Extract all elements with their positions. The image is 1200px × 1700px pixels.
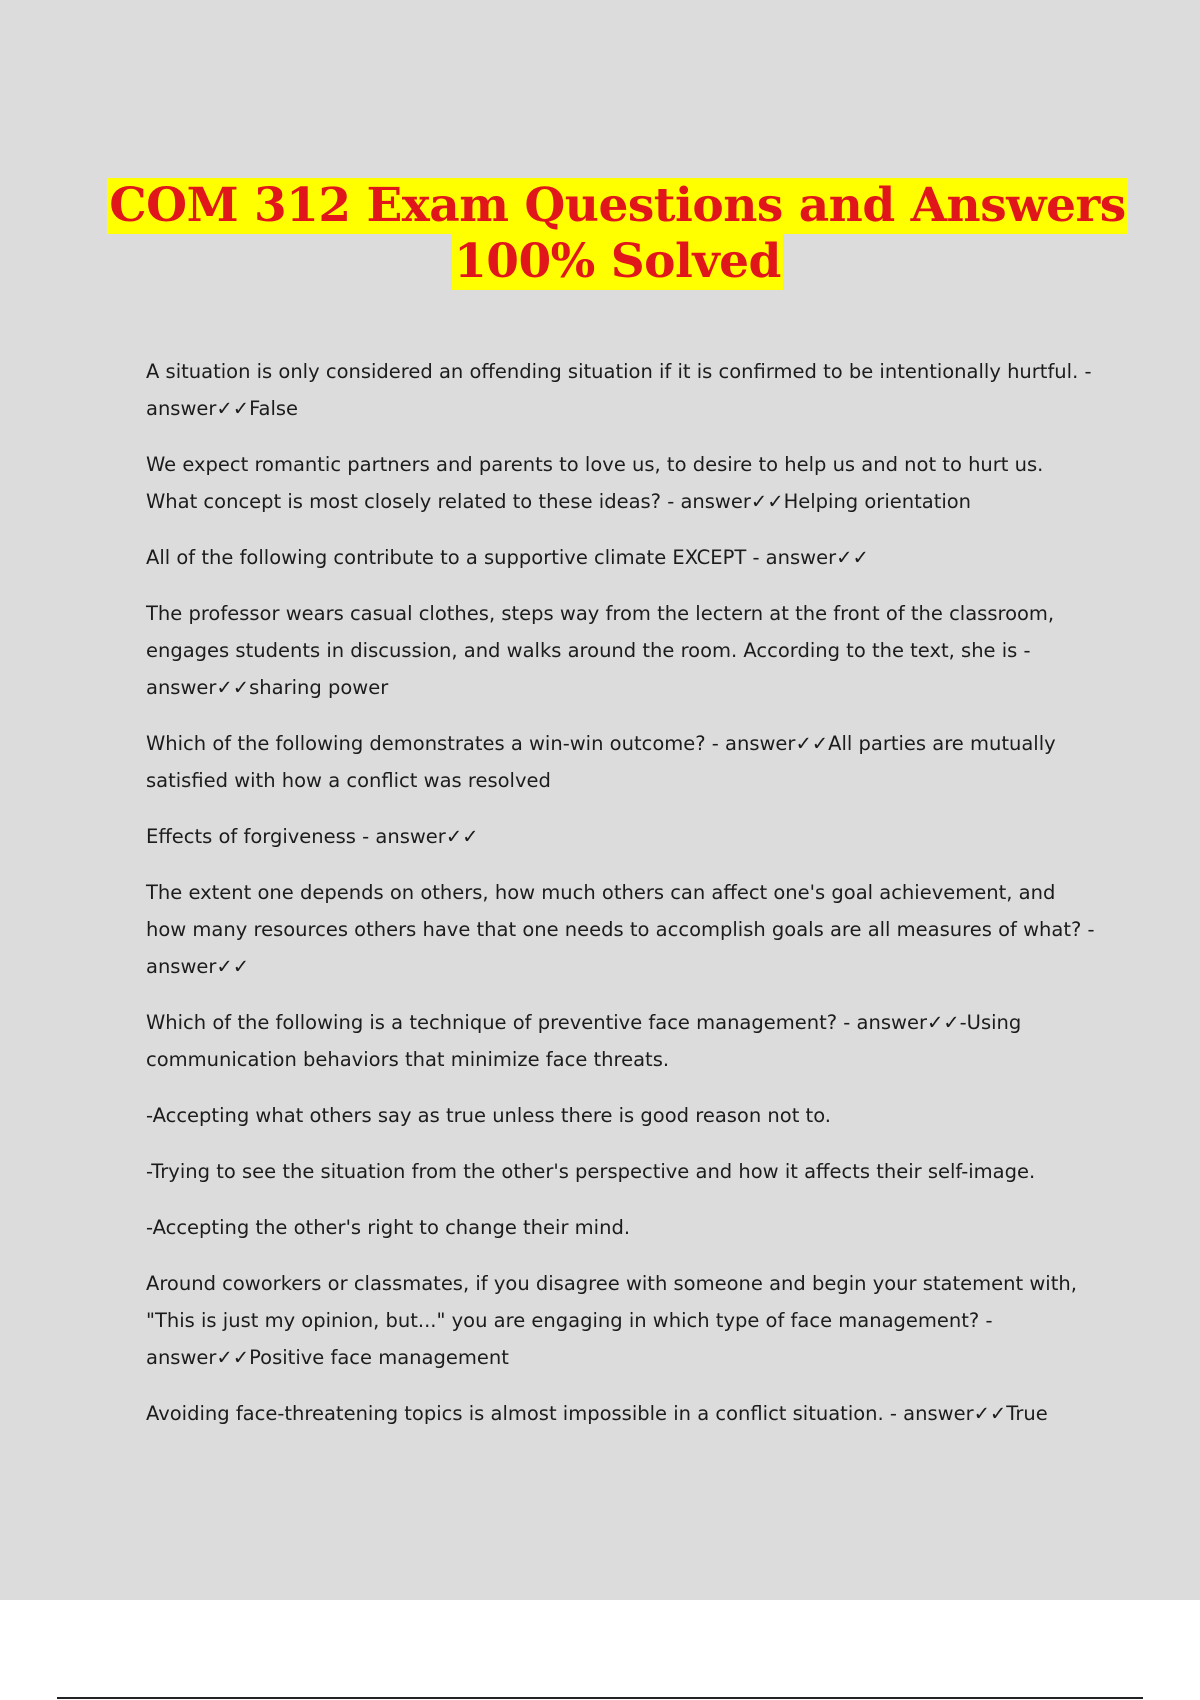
qa-item: -Accepting what others say as true unless there is good reason not to. xyxy=(146,1104,831,1127)
qa-item: We expect romantic partners and parents to love us, to desire to help us and not to hurt us. What concept is most closely related to these ideas? - answer✓✓Helping orientation xyxy=(146,453,1044,513)
title-line-2: 100% Solved xyxy=(454,234,781,289)
qa-item: The professor wears casual clothes, steps way from the lectern at the front of the classroom, engages students in discussion, and walks around the room. According to the text, she is - answer✓✓sharing power xyxy=(146,602,1055,699)
qa-item: All of the following contribute to a supportive climate EXCEPT - answer✓✓ xyxy=(146,546,869,569)
qa-item: Around coworkers or classmates, if you disagree with someone and begin your statement with, "This is just my opinion, but..." you are engaging in which type of face management? - answer✓✓Positive face management xyxy=(146,1272,1077,1369)
qa-item: The extent one depends on others, how much others can affect one's goal achievement, and how many resources others have that one needs to accomplish goals are all measures of what? - answer✓✓ xyxy=(146,881,1095,978)
qa-item: Avoiding face-threatening topics is almost impossible in a conflict situation. - answer✓✓True xyxy=(146,1402,1048,1425)
qa-item: A situation is only considered an offending situation if it is confirmed to be intentionally hurtful. - answer✓✓False xyxy=(146,360,1092,420)
qa-item: -Trying to see the situation from the other's perspective and how it affects their self-image. xyxy=(146,1160,1036,1183)
qa-item: Effects of forgiveness - answer✓✓ xyxy=(146,825,479,848)
title-line-1: COM 312 Exam Questions and Answers xyxy=(109,178,1126,233)
footer-rule xyxy=(57,1697,1143,1699)
qa-item: -Accepting the other's right to change their mind. xyxy=(146,1216,631,1239)
question-answer-list xyxy=(146,353,1096,1451)
document-title xyxy=(0,178,1200,290)
qa-item: Which of the following demonstrates a win-win outcome? - answer✓✓All parties are mutually satisfied with how a conflict was resolved xyxy=(146,732,1056,792)
qa-item: Which of the following is a technique of preventive face management? - answer✓✓-Using communication behaviors that minimize face threats. xyxy=(146,1011,1022,1071)
